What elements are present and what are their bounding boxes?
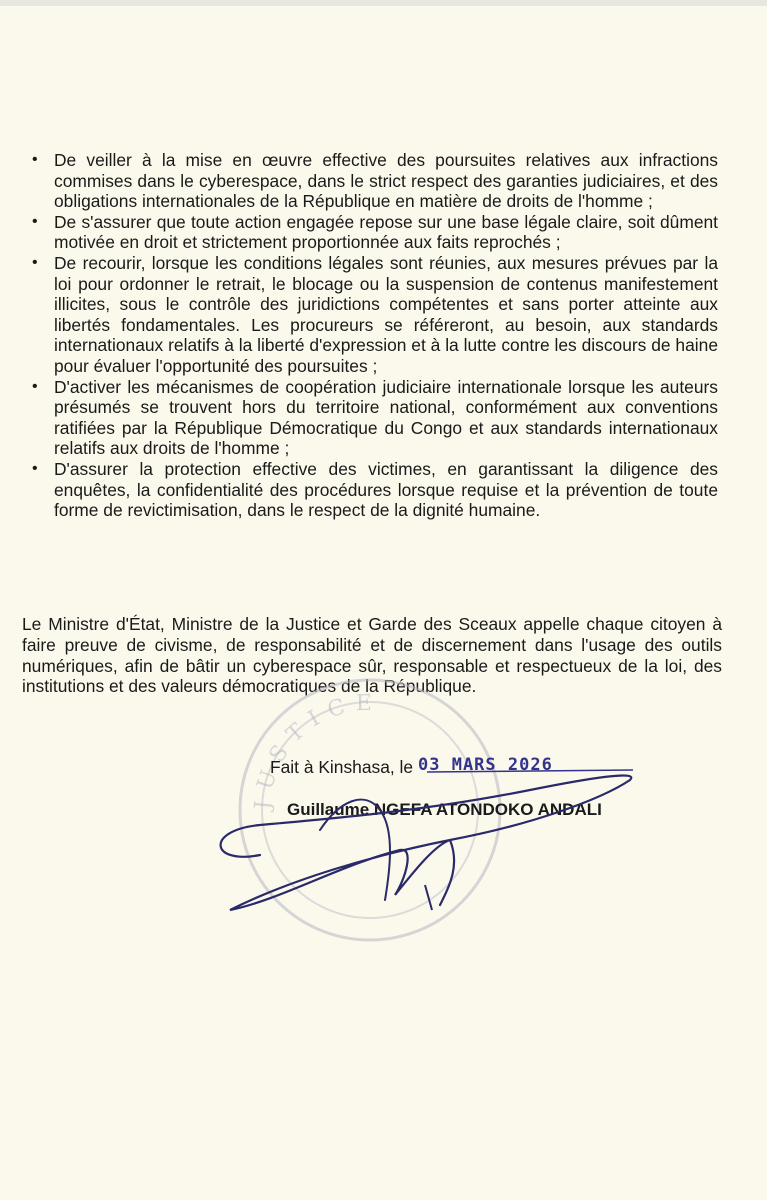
list-item-text: De recourir, lorsque les conditions légales sont réunies, aux mesures prévues par la loi pour ordonner le retrait, le blocage ou la suspension de contenus manifestement illicites, sous le contrôle des juridictions compétentes et sans porter atteinte aux libertés fondamentales. Les procureurs se référeront, au besoin, aux standards internationaux relatifs à la liberté d'expression et à la lutte contre les discours de haine pour évaluer l'opportunité des poursuites ; [54, 252, 718, 376]
instructions-list [28, 150, 718, 521]
scan-edge [0, 0, 767, 6]
list-item-text: De s'assurer que toute action engagée repose sur une base légale claire, soit dûment motivée en droit et strictement proportionnée aux faits reprochés ; [54, 211, 718, 253]
bullet-icon: • [32, 459, 38, 477]
list-item [28, 459, 718, 521]
list-item [28, 212, 718, 253]
place-date-label: Fait à Kinshasa, le [270, 757, 414, 777]
bullet-icon: • [32, 377, 38, 395]
signatory-name: Guillaume NGEFA ATONDOKO ANDALI [287, 800, 602, 819]
date-stamp: 03 MARS 2026 [418, 755, 553, 775]
list-item-text: D'assurer la protection effective des victimes, en garantissant la diligence des enquêtes, la confidentialité des procédures lorsque requise et la prévention de toute forme de revictimisation, dans le respect de la dignité humaine. [54, 458, 718, 521]
list-item [28, 377, 718, 459]
list-item-text: D'activer les mécanismes de coopération judiciaire internationale lorsque les auteurs présumés se trouvent hors du territoire national, conformément aux conventions ratifiées par la République Démocratique du Congo et aux standards internationaux relatifs aux droits de l'homme ; [54, 376, 718, 459]
bullet-icon: • [32, 151, 38, 168]
seal-text: JUSTICE [250, 690, 383, 811]
bullet-icon: • [32, 253, 38, 271]
signature-icon [200, 770, 640, 920]
list-item [28, 253, 718, 377]
closing-paragraph: Le Ministre d'État, Ministre de la Justice et Garde des Sceaux appelle chaque citoyen à faire preuve de civisme, de responsabilité et de discernement dans l'usage des outils numériques, afin de bâtir un cyberespace sûr, responsable et respectueux de la loi, des institutions et des valeurs démocratiques de la République. [22, 614, 722, 697]
bullet-icon: • [32, 212, 38, 230]
list-item-text: De veiller à la mise en œuvre effective des poursuites relatives aux infractions commises dans le cyberespace, dans le strict respect des garanties judiciaires, et des obligations internationales de la République en matière de droits de l'homme ; [54, 150, 718, 212]
list-item [28, 150, 718, 212]
